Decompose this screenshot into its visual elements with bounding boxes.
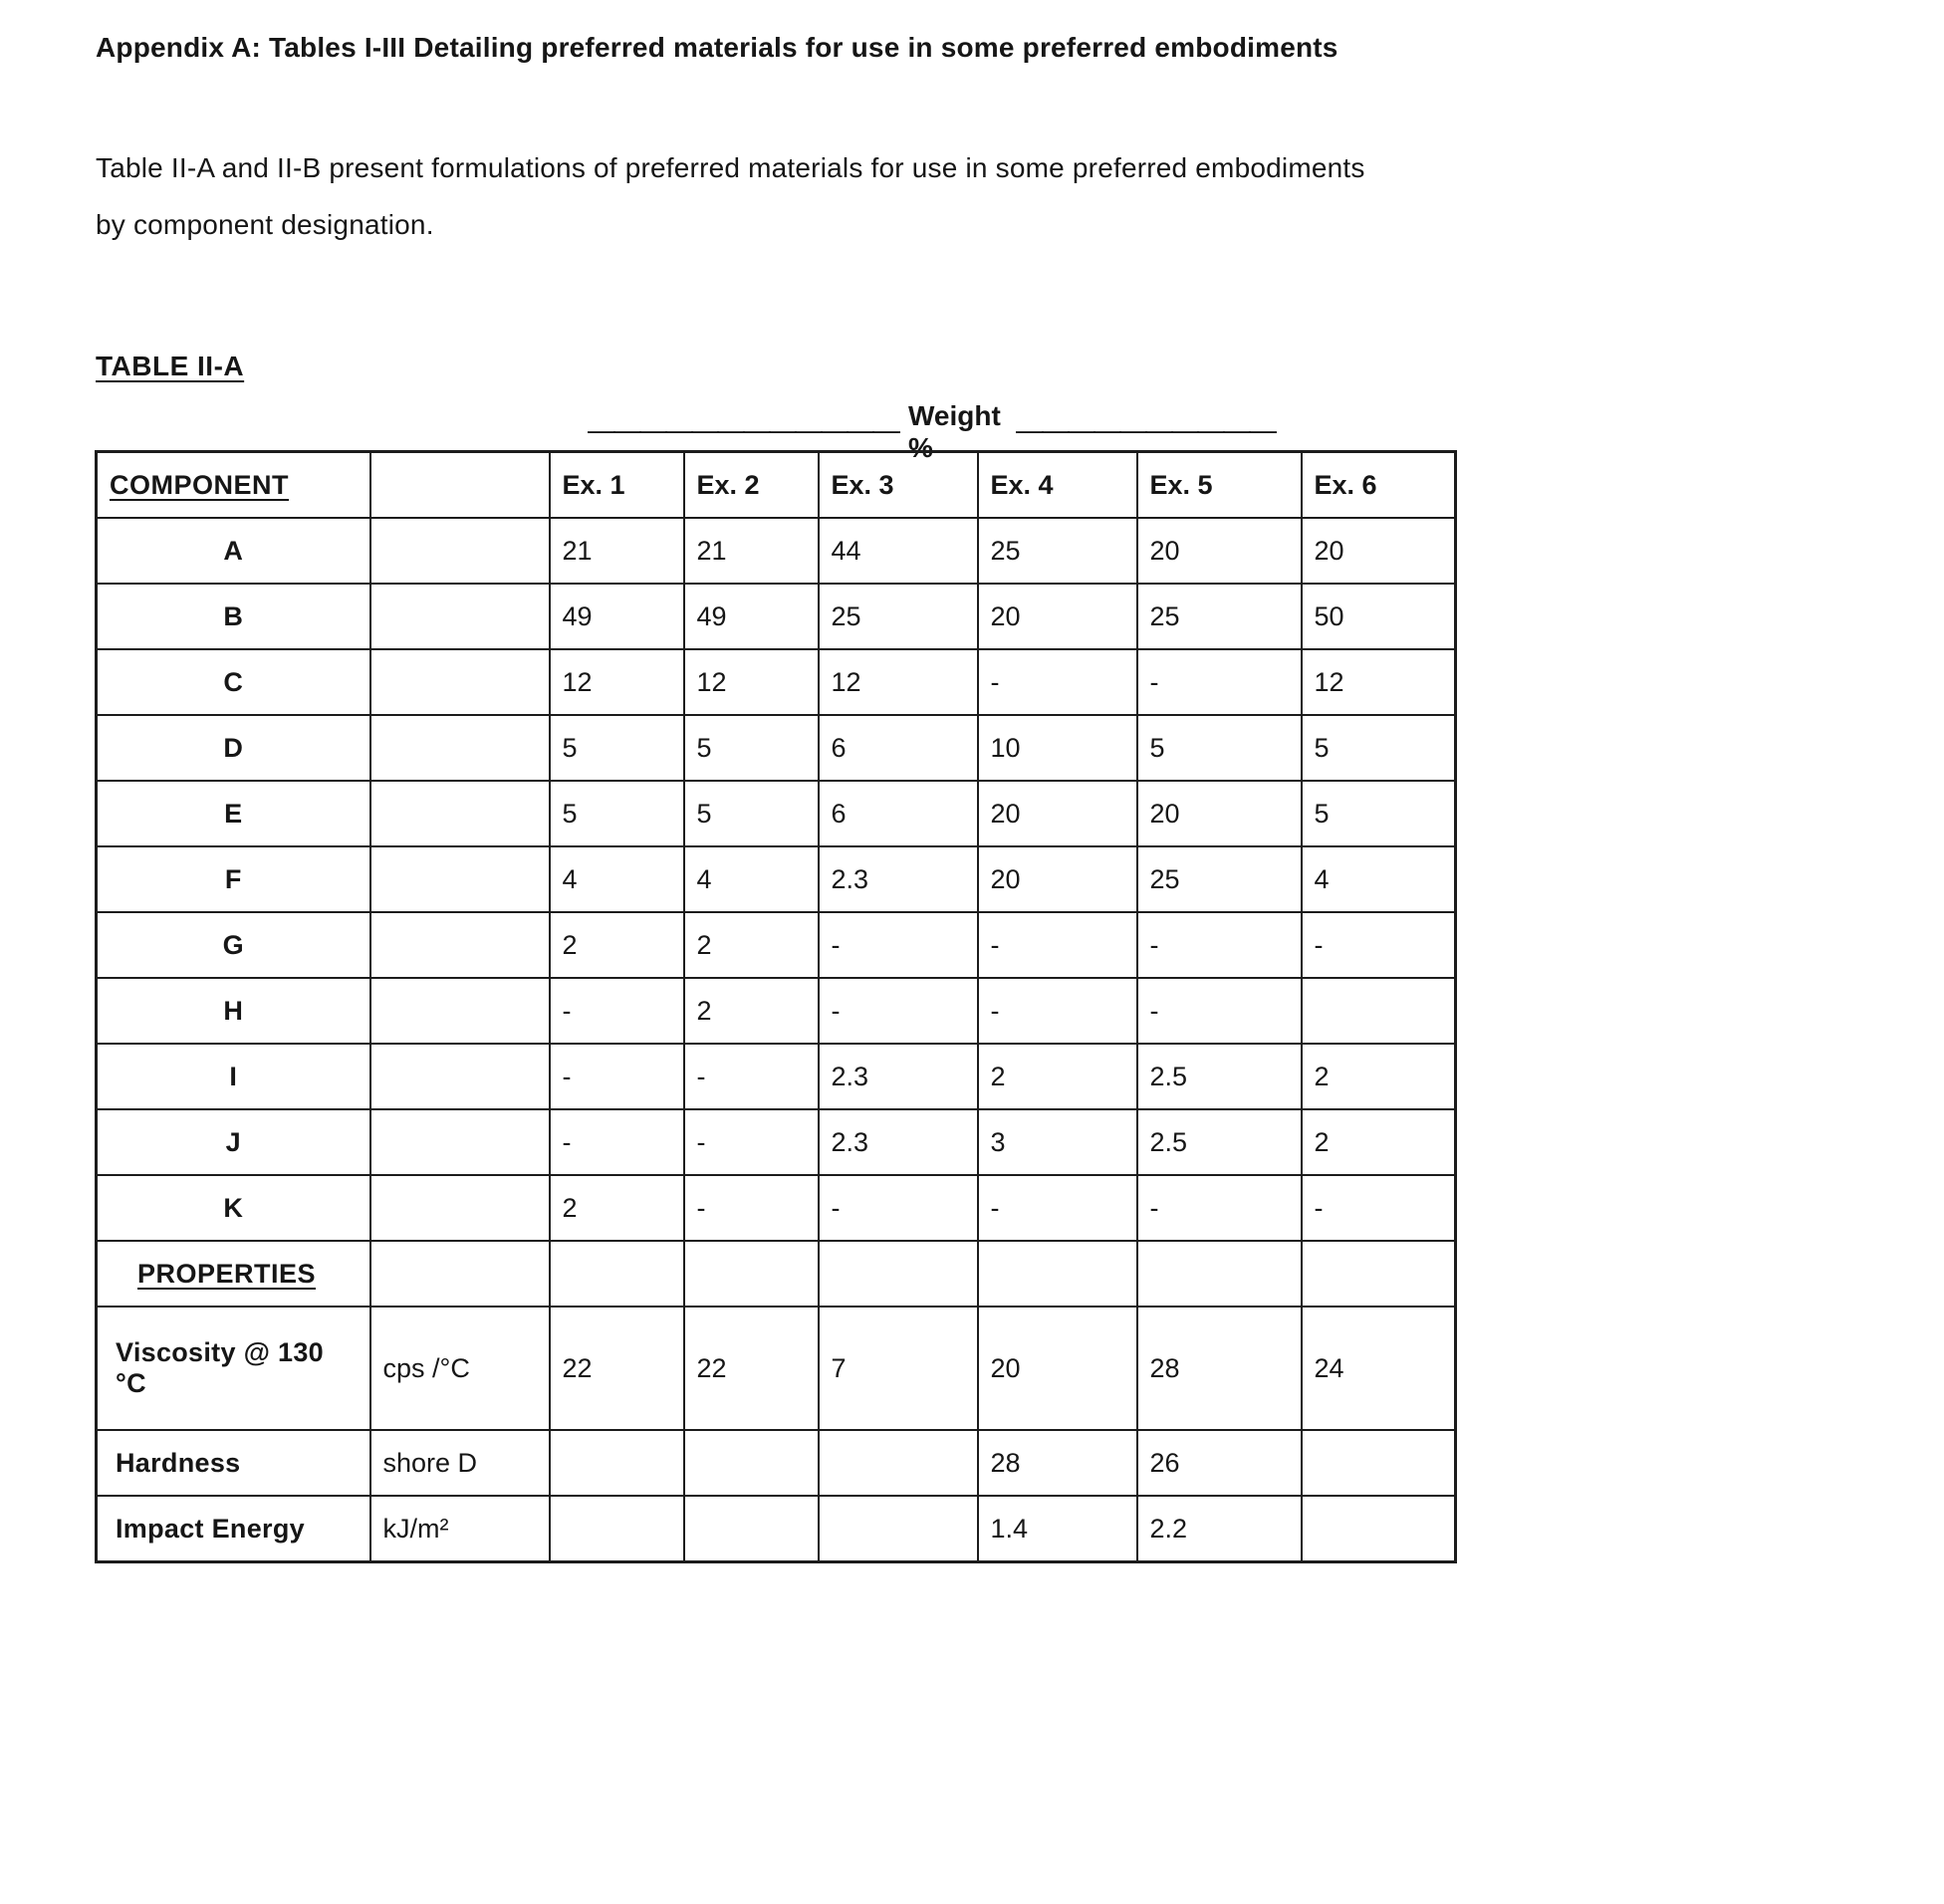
value-cell: 25 [1137, 584, 1302, 649]
unit-cell [370, 912, 550, 978]
value-cell: 2 [684, 978, 819, 1044]
value-cell: - [1302, 1175, 1456, 1241]
value-cell [550, 1430, 684, 1496]
table-row [97, 584, 1456, 649]
value-cell: - [550, 978, 684, 1044]
appendix-title: Appendix A: Tables I-III Detailing preferred materials for use in some preferred embodiments [96, 32, 1338, 63]
dash-rule-left: ———————————— [588, 414, 898, 445]
value-cell: 5 [1302, 781, 1456, 846]
table-row [97, 1175, 1456, 1241]
value-cell: 12 [819, 649, 978, 715]
example-column-header: Ex. 6 [1302, 452, 1456, 519]
value-cell [819, 1496, 978, 1562]
value-cell: 6 [819, 715, 978, 781]
intro-paragraph [96, 139, 1540, 253]
table-row [97, 1430, 1456, 1496]
value-cell: - [550, 1044, 684, 1109]
value-cell [684, 1241, 819, 1307]
unit-cell: shore D [370, 1430, 550, 1496]
component-cell: B [97, 584, 370, 649]
formulation-table [95, 450, 1457, 1563]
example-column-header: Ex. 1 [550, 452, 684, 519]
value-cell: 44 [819, 518, 978, 584]
value-cell: 20 [1137, 518, 1302, 584]
value-cell: - [684, 1109, 819, 1175]
example-column-header: Ex. 3 [819, 452, 978, 519]
value-cell: 3 [978, 1109, 1137, 1175]
component-cell: A [97, 518, 370, 584]
value-cell [1302, 1496, 1456, 1562]
value-cell: 10 [978, 715, 1137, 781]
value-cell: 2.2 [1137, 1496, 1302, 1562]
value-cell [550, 1496, 684, 1562]
table-row [97, 912, 1456, 978]
example-column-header: Ex. 4 [978, 452, 1137, 519]
value-cell: 50 [1302, 584, 1456, 649]
component-cell: Hardness [97, 1430, 370, 1496]
value-cell: - [819, 912, 978, 978]
value-cell: 5 [550, 781, 684, 846]
component-cell: Impact Energy [97, 1496, 370, 1562]
unit-cell [370, 1241, 550, 1307]
dash-rule-right: —————————— [1016, 414, 1275, 445]
component-cell: D [97, 715, 370, 781]
value-cell: 20 [978, 584, 1137, 649]
value-cell: 12 [550, 649, 684, 715]
weight-percent-label: Weight % [908, 400, 1001, 463]
unit-cell: cps /°C [370, 1307, 550, 1430]
value-cell: 25 [1137, 846, 1302, 912]
value-cell: 20 [978, 1307, 1137, 1430]
unit-cell [370, 649, 550, 715]
value-cell: 20 [978, 781, 1137, 846]
unit-cell [370, 715, 550, 781]
value-cell: 49 [550, 584, 684, 649]
value-cell: 1.4 [978, 1496, 1137, 1562]
value-cell: 2 [550, 912, 684, 978]
intro-line-1: Table II-A and II-B present formulations of preferred materials for use in some preferred embodiments [96, 152, 1365, 183]
component-cell: J [97, 1109, 370, 1175]
component-cell: G [97, 912, 370, 978]
value-cell [684, 1496, 819, 1562]
component-cell [97, 1241, 370, 1307]
component-column-header [97, 452, 370, 519]
table-row [97, 518, 1456, 584]
example-column-header: Ex. 2 [684, 452, 819, 519]
component-cell: Viscosity @ 130 °C [97, 1307, 370, 1430]
value-cell [1137, 1241, 1302, 1307]
unit-cell [370, 518, 550, 584]
value-cell: 5 [1302, 715, 1456, 781]
value-cell [1302, 1241, 1456, 1307]
value-cell: 28 [978, 1430, 1137, 1496]
value-cell: - [684, 1044, 819, 1109]
component-cell: C [97, 649, 370, 715]
table-row [97, 846, 1456, 912]
value-cell: 2 [978, 1044, 1137, 1109]
unit-cell [370, 846, 550, 912]
value-cell: 2.5 [1137, 1044, 1302, 1109]
value-cell: 5 [1137, 715, 1302, 781]
value-cell: - [978, 649, 1137, 715]
table-row [97, 781, 1456, 846]
value-cell: 24 [1302, 1307, 1456, 1430]
value-cell: 21 [550, 518, 684, 584]
unit-cell [370, 1044, 550, 1109]
unit-cell: kJ/m² [370, 1496, 550, 1562]
value-cell: 2 [1302, 1109, 1456, 1175]
unit-cell [370, 781, 550, 846]
value-cell: 4 [550, 846, 684, 912]
value-cell: 25 [819, 584, 978, 649]
value-cell [819, 1430, 978, 1496]
value-cell: 2.3 [819, 1044, 978, 1109]
units-column-header [370, 452, 550, 519]
component-cell-label: PROPERTIES [137, 1258, 317, 1289]
value-cell: - [978, 978, 1137, 1044]
value-cell: 5 [684, 781, 819, 846]
value-cell [550, 1241, 684, 1307]
value-cell: 4 [684, 846, 819, 912]
example-column-header: Ex. 5 [1137, 452, 1302, 519]
value-cell: 26 [1137, 1430, 1302, 1496]
table-row [97, 978, 1456, 1044]
intro-line-2: by component designation. [96, 209, 434, 240]
value-cell: - [978, 912, 1137, 978]
value-cell: 22 [550, 1307, 684, 1430]
value-cell: 2 [550, 1175, 684, 1241]
value-cell: 28 [1137, 1307, 1302, 1430]
table-row [97, 715, 1456, 781]
table-row [97, 1241, 1456, 1307]
value-cell: 2 [684, 912, 819, 978]
value-cell [819, 1241, 978, 1307]
value-cell: 2.3 [819, 846, 978, 912]
unit-cell [370, 1175, 550, 1241]
value-cell: 2 [1302, 1044, 1456, 1109]
value-cell: 20 [1302, 518, 1456, 584]
value-cell: - [1137, 912, 1302, 978]
value-cell: - [1137, 1175, 1302, 1241]
value-cell: 21 [684, 518, 819, 584]
table-header-row [97, 452, 1456, 519]
value-cell: 22 [684, 1307, 819, 1430]
value-cell: 12 [684, 649, 819, 715]
value-cell: 4 [1302, 846, 1456, 912]
value-cell [1302, 1430, 1456, 1496]
value-cell: 25 [978, 518, 1137, 584]
component-cell: F [97, 846, 370, 912]
table-caption: TABLE II-A [96, 351, 245, 381]
value-cell: 7 [819, 1307, 978, 1430]
value-cell: - [684, 1175, 819, 1241]
value-cell [978, 1241, 1137, 1307]
value-cell: - [1302, 912, 1456, 978]
component-cell: H [97, 978, 370, 1044]
table-row [97, 1044, 1456, 1109]
value-cell: - [1137, 649, 1302, 715]
value-cell [684, 1430, 819, 1496]
table-row [97, 1109, 1456, 1175]
table-row [97, 649, 1456, 715]
value-cell: 49 [684, 584, 819, 649]
value-cell: 20 [1137, 781, 1302, 846]
unit-cell [370, 978, 550, 1044]
value-cell: 6 [819, 781, 978, 846]
value-cell: - [978, 1175, 1137, 1241]
value-cell: 5 [550, 715, 684, 781]
value-cell: 12 [1302, 649, 1456, 715]
component-cell: I [97, 1044, 370, 1109]
table-row [97, 1496, 1456, 1562]
value-cell: 20 [978, 846, 1137, 912]
unit-cell [370, 584, 550, 649]
value-cell [1302, 978, 1456, 1044]
component-cell: E [97, 781, 370, 846]
value-cell: - [550, 1109, 684, 1175]
value-cell: - [1137, 978, 1302, 1044]
value-cell: - [819, 1175, 978, 1241]
value-cell: 2.5 [1137, 1109, 1302, 1175]
component-cell: K [97, 1175, 370, 1241]
value-cell: 5 [684, 715, 819, 781]
value-cell: 2.3 [819, 1109, 978, 1175]
table-row [97, 1307, 1456, 1430]
value-cell: - [819, 978, 978, 1044]
unit-cell [370, 1109, 550, 1175]
component-column-header-label: COMPONENT [110, 469, 289, 500]
